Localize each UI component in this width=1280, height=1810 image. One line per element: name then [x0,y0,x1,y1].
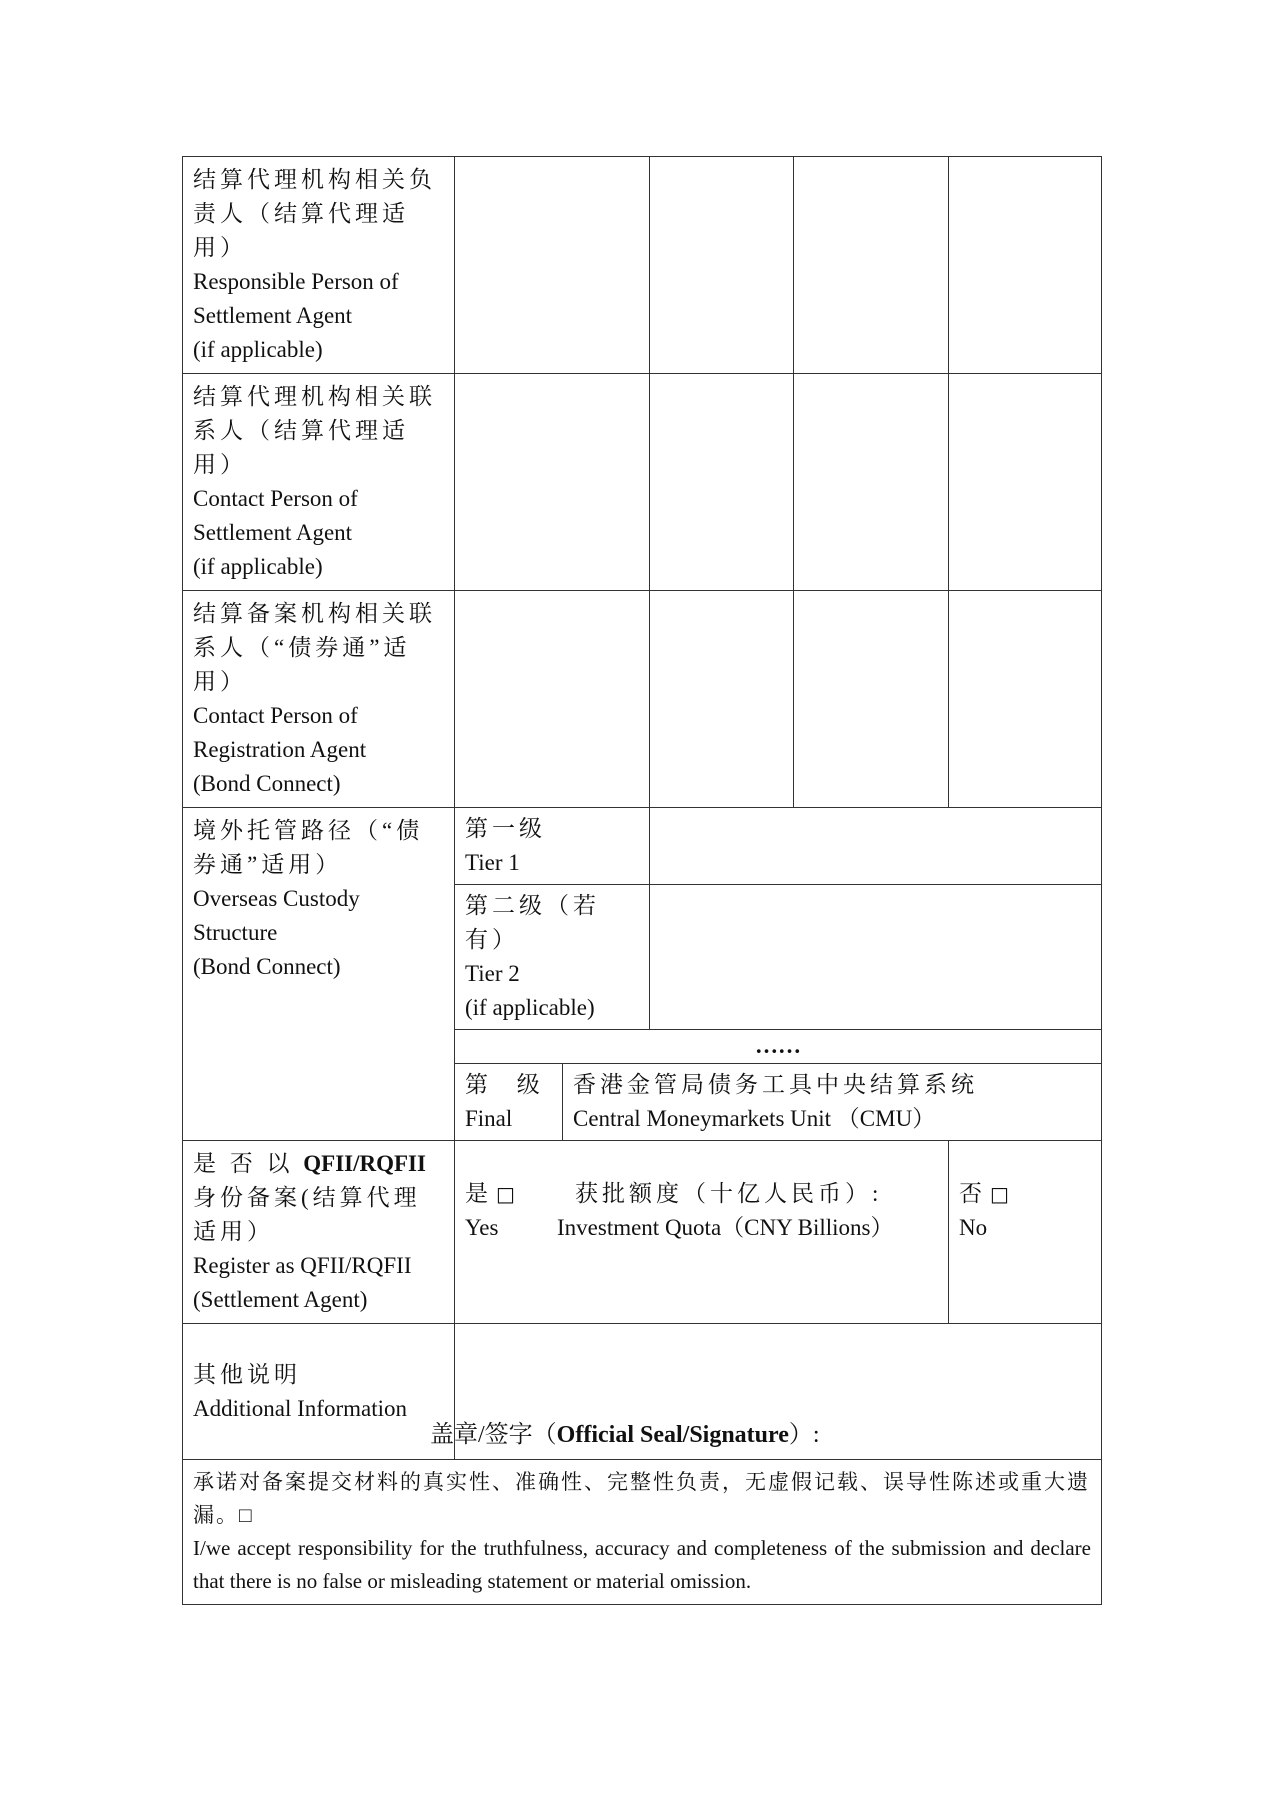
label-en-2: Settlement Agent [193,303,353,328]
final-en: Final [465,1106,513,1131]
label-en-1: Register as QFII/RQFII [193,1253,412,1278]
final-label [455,1064,563,1141]
label-cn: 结算代理机构相关负责人（结算代理适用） [193,167,436,260]
label-en-1: Contact Person of [193,486,358,511]
no-cn-line [959,1177,1091,1211]
row-contact-settlement [183,374,1102,591]
label-cn-line1 [193,1147,444,1181]
seal-close: ）: [788,1422,820,1448]
label-en-1: Contact Person of [193,703,358,728]
seal-cn: 盖章/签字（ [430,1422,557,1448]
yes-option[interactable] [465,1177,557,1245]
field-contact-registration-3[interactable] [794,591,949,808]
label-en-1: Responsible Person of [193,269,399,294]
field-responsible-4[interactable] [949,157,1102,374]
label-en-2: Structure [193,920,278,945]
seal-en: Official Seal/Signature [556,1422,789,1448]
qfii-yes-group [465,1177,938,1245]
final-value [563,1064,1102,1141]
tier2-en-2: (if applicable) [465,995,595,1020]
label-cn: 其他说明 [193,1361,301,1387]
label-en-3: (if applicable) [193,554,323,579]
tier2-en: Tier 2 [465,961,520,986]
field-tier1[interactable] [650,808,1102,885]
no-en: No [959,1215,988,1240]
row-qfii [183,1141,1102,1324]
yes-checkbox[interactable]: □ [496,1182,515,1206]
label-en-3: (if applicable) [193,337,323,362]
field-responsible-3[interactable] [794,157,949,374]
qfii-yes-cell [455,1141,949,1324]
label-contact-settlement [183,374,455,591]
statement-en: I/we accept responsibility for the truthfulness, accuracy and completeness of the submission and declare that there is no false or misleading statement or material omission. [193,1536,1091,1593]
registration-form-table [182,156,1102,1605]
quota-en: Investment Quota（CNY Billions） [557,1215,894,1240]
ellipsis-cell [455,1030,1102,1064]
row-custody-tier1 [183,808,1102,885]
tier1-cn: 第一级 [465,816,546,841]
yes-cn-line [465,1177,557,1211]
label-en-2: Settlement Agent [193,520,353,545]
field-contact-settlement-2[interactable] [650,374,794,591]
label-cn-bold: QFII/RQFII [303,1151,426,1176]
label-additional [183,1324,455,1460]
field-contact-registration-2[interactable] [650,591,794,808]
field-contact-settlement-3[interactable] [794,374,949,591]
label-qfii [183,1141,455,1324]
label-en-2: (Settlement Agent) [193,1287,368,1312]
official-seal-line [430,1414,820,1449]
label-en-3: (Bond Connect) [193,771,341,796]
label-responsible-person [183,157,455,374]
final-value-en: Central Moneymarkets Unit （CMU） [573,1106,936,1131]
no-cn: 否 [959,1181,982,1206]
row-statement [183,1460,1102,1605]
final-value-cn: 香港金管局债务工具中央结算系统 [573,1072,978,1097]
statement-cell [183,1460,1102,1605]
field-responsible-name[interactable] [455,157,650,374]
tier2-label [455,885,650,1030]
field-tier2[interactable] [650,885,1102,1030]
label-cn: 结算代理机构相关联系人（结算代理适用） [193,384,436,477]
field-contact-registration-4[interactable] [949,591,1102,808]
field-contact-settlement-4[interactable] [949,374,1102,591]
row-contact-registration [183,591,1102,808]
label-en-3: (Bond Connect) [193,954,341,979]
field-contact-registration-1[interactable] [455,591,650,808]
label-en-2: Registration Agent [193,737,367,762]
quota-field[interactable] [557,1177,893,1245]
no-checkbox[interactable]: □ [990,1182,1009,1206]
label-custody [183,808,455,1141]
yes-en: Yes [465,1215,499,1240]
label-en: Additional Information [193,1395,407,1421]
label-cn-prefix: 是 否 以 [193,1151,294,1176]
ellipsis-text: …… [755,1033,801,1058]
tier1-label [455,808,650,885]
final-cn: 第 级 [465,1072,540,1097]
label-cn: 境外托管路径（“债券通”适用） [193,818,424,877]
row-responsible-person [183,157,1102,374]
label-cn-rest: 身份备案(结算代理适用） [193,1185,421,1244]
statement-cn[interactable]: 承诺对备案提交材料的真实性、准确性、完整性负责，无虚假记载、误导性陈述或重大遗漏。□ [193,1470,1090,1527]
label-cn: 结算备案机构相关联系人（“债券通”适用） [193,601,436,694]
tier1-en: Tier 1 [465,850,520,875]
field-contact-settlement-1[interactable] [455,374,650,591]
label-contact-registration [183,591,455,808]
tier2-cn: 第二级（若有） [465,893,600,952]
quota-cn: 获批额度（十亿人民币）: [575,1181,883,1206]
field-responsible-2[interactable] [650,157,794,374]
label-en-1: Overseas Custody [193,886,360,911]
yes-cn: 是 [465,1181,488,1206]
qfii-no-cell[interactable] [949,1141,1102,1324]
